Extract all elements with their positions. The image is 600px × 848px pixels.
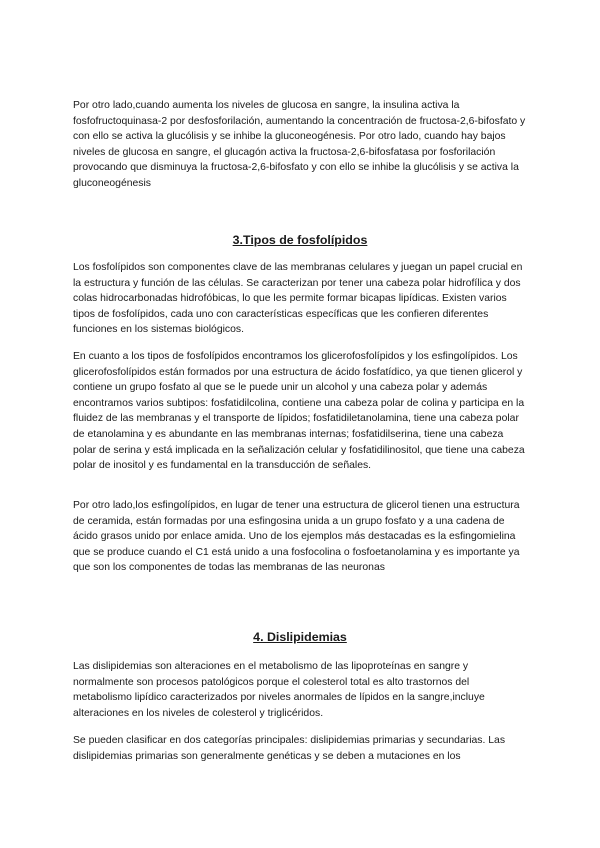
section-3-paragraph-3: Por otro lado,los esfingolípidos, en lugar de tener una estructura de glicerol tienen una estructura de ceramida, están formadas por una esfingosina unida a un grupo fosfato y a una cadena de ácido grasos unido por enlace amida. Uno de los ejemplos más destacadas es la esfingomielina que se produce cuando el C1 está unido a una fosfocolina o fosfoetanolamina y es importante ya que son los componentes de todas las membranas de las neuronas <box>73 500 520 574</box>
section-3-paragraph-1: Los fosfolípidos son componentes clave de las membranas celulares y juegan un papel crucial en la estructura y función de las células. Se caracterizan por tener una cabeza polar hidrofílica y dos colas hidrocarbonadas hidrofóbicas, lo que les permite formar bicapas lipídicas. Existen varios tipos de fosfolípidos, cada uno con características específicas que les confieren diferentes funciones en los sistemas biológicos. <box>73 262 523 336</box>
section-3-heading: 3.Tipos de fosfolípidos <box>232 233 368 247</box>
intro-paragraph: Por otro lado,cuando aumenta los niveles de glucosa en sangre, la insulina activa la fosfofructoquinasa-2 por desfosforilación, aumentando la concentración de fructosa-2,6-bifosfato y con ello se activa la glucólisis y se inhibe la gluconeogénesis. Por otro lado, cuando hay bajos niveles de glucosa en sangre, el glucagón activa la fructosa-2,6-bifosfatasa por fosforilación provocando que disminuya la fructosa-2,6-bifosfato y con ello se inhibe la glucólisis y se activa la gluconeogénesis <box>73 100 526 189</box>
section-4-paragraph-1: Las dislipidemias son alteraciones en el metabolismo de las lipoproteínas en sangre y normalmente son procesos patológicos porque el colesterol total es alto trastornos del metabolismo lipídico caracterizados por niveles anormales de lípidos en la sangre,incluye alteraciones en los niveles de colesterol y triglicéridos. <box>73 661 485 719</box>
section-4-paragraph-2: Se pueden clasificar en dos categorías principales: dislipidemias primarias y secundarias. Las dislipidemias primarias son generalmente genéticas y se deben a mutaciones en los <box>73 735 506 762</box>
section-4-heading: 4. Dislipidemias <box>253 630 347 644</box>
section-3-paragraph-2: En cuanto a los tipos de fosfolípidos encontramos los glicerofosfolípidos y los esfingolípidos. Los glicerofosfolípidos están formados por una estructura de ácido fosfatídico, ya que tienen glicerol y contiene un grupo fosfato al que se le puede unir un alcohol y una cabeza polar y además encontramos varios subtipos: fosfatidilcolina, contiene una cabeza polar de colina y participa en la fluidez de las membranas y el transporte de lípidos; fosfatidiletanolamina, tiene una cabeza polar de etanolamina y es abundante en las membranas internas; fosfatidilserina, tiene una cabeza polar de serina y está implicada en la señalización celular y fosfatidilinositol, que tiene una cabeza polar de inositol y es fundamental en la transducción de señales. <box>73 351 525 472</box>
